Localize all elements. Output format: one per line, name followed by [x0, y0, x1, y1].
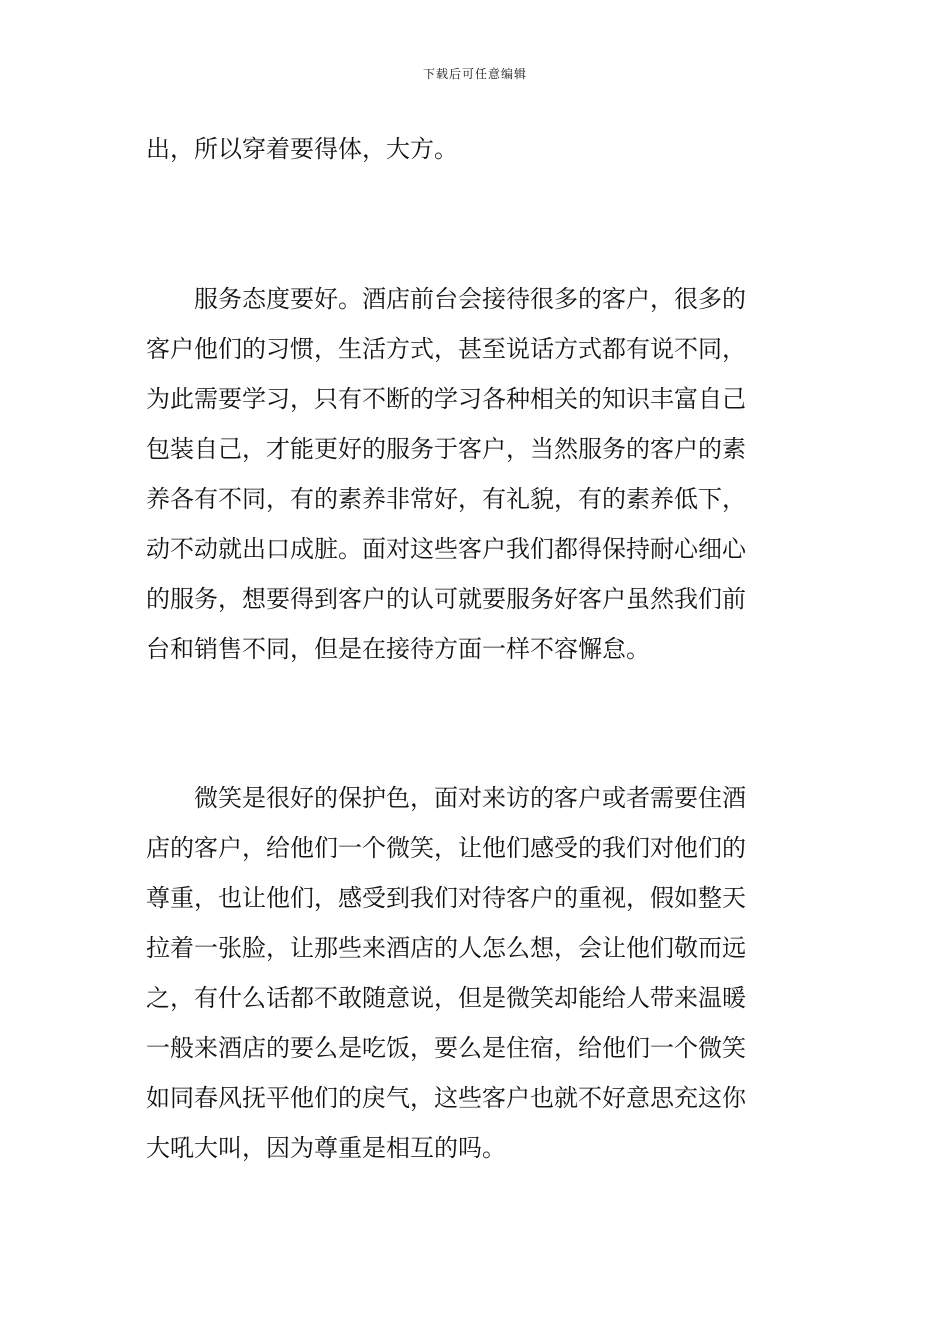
paragraph-line: 客户他们的习惯，生活方式，甚至说话方式都有说不同， [146, 335, 746, 363]
paragraph-line: 养各有不同，有的素养非常好，有礼貌，有的素养低下， [146, 485, 746, 513]
paragraph-line: 包装自己，才能更好的服务于客户，当然服务的客户的素 [146, 435, 746, 463]
paragraph-line: 如同春风抚平他们的戾气，这些客户也就不好意思充这你 [146, 1084, 746, 1112]
paragraph-line: 微笑是很好的保护色，面对来访的客户或者需要住酒 [146, 784, 746, 812]
paragraph-line: 店的客户，给他们一个微笑，让他们感受的我们对他们的 [146, 834, 746, 862]
paragraph-line: 拉着一张脸，让那些来酒店的人怎么想，会让他们敬而远 [146, 934, 746, 962]
paragraph-line: 服务态度要好。酒店前台会接待很多的客户，很多的 [146, 285, 746, 313]
header-note: 下载后可任意编辑 [422, 67, 527, 81]
paragraph-line: 大吼大叫，因为尊重是相互的吗。 [146, 1134, 506, 1162]
paragraph-line: 出，所以穿着要得体，大方。 [146, 135, 458, 163]
paragraph-line: 台和销售不同，但是在接待方面一样不容懈怠。 [146, 635, 650, 663]
paragraph-line: 的服务，想要得到客户的认可就要服务好客户虽然我们前 [146, 585, 746, 613]
paragraph-line: 为此需要学习，只有不断的学习各种相关的知识丰富自己 [146, 385, 746, 413]
paragraph-line: 一般来酒店的要么是吃饭，要么是住宿，给他们一个微笑 [146, 1034, 746, 1062]
paragraph-line: 动不动就出口成脏。面对这些客户我们都得保持耐心细心 [146, 535, 746, 563]
paragraph-line: 尊重，也让他们，感受到我们对待客户的重视，假如整天 [146, 884, 746, 912]
paragraph-line: 之，有什么话都不敢随意说，但是微笑却能给人带来温暖 [146, 984, 746, 1012]
